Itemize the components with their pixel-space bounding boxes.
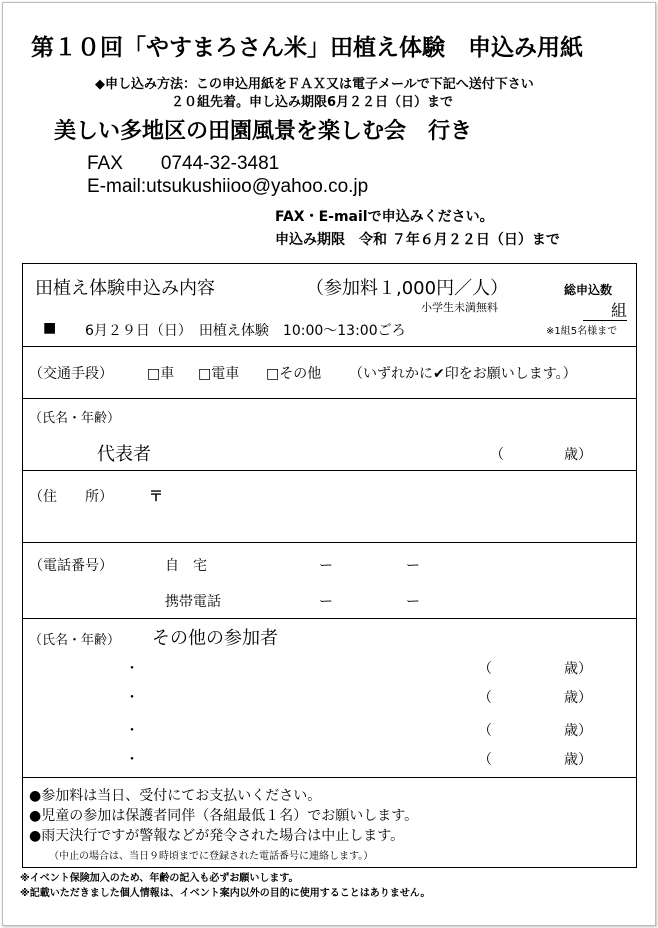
representative-age-close: 歳） xyxy=(564,447,592,463)
address-input-area[interactable] xyxy=(173,480,623,530)
participation-fee: （参加料１,000円／人） xyxy=(306,278,509,299)
representative-age-open: （ xyxy=(490,447,504,463)
row-divider xyxy=(23,777,636,778)
row-divider xyxy=(23,398,636,399)
email-line: E-mail:utsukushiioo@yahoo.co.jp xyxy=(87,176,369,197)
home-phone-dash: ー xyxy=(406,558,420,574)
participant-age-open: （ xyxy=(478,723,492,739)
fax-email-note: FAX・E-mailで申込みください。 xyxy=(275,209,494,225)
schedule-bullet: ■ xyxy=(43,320,57,336)
form-title: 第１０回「やすまろさん米」田植え体験 申込み用紙 xyxy=(31,35,583,61)
name-age-label: （氏名・年齢） xyxy=(29,411,121,426)
participant-age-open: （ xyxy=(478,661,492,677)
note-payment: ●参加料は当日、受付にてお支払いください。 xyxy=(29,788,322,804)
transport-instruction: （いずれかに✔印をお願いします。） xyxy=(349,366,577,382)
footnote-privacy: ※記載いただきました個人情報は、イベント案内以外の目的に使用することはありません。 xyxy=(20,888,431,899)
note-weather: ●雨天決行ですが警報などが発令された場合は中止します。 xyxy=(29,828,405,844)
deadline-note: 申込み期限 令和 ７年６月２２日（日）まで xyxy=(275,232,560,248)
fee-free-note: 小学生未満無料 xyxy=(421,301,498,314)
representative-label: 代表者 xyxy=(97,444,151,465)
postal-mark: 〒 xyxy=(149,489,163,505)
application-method: ◆申し込み方法：この申込用紙をＦＡＸ又は電子メールで下記へ送付下さい xyxy=(95,77,534,92)
address-label: （住 所） xyxy=(29,489,113,505)
home-phone-dash: ー xyxy=(319,558,333,574)
participant-row-bullet: ・ xyxy=(125,723,139,739)
row-divider xyxy=(23,618,636,619)
fax-number: FAX 0744-32-3481 xyxy=(87,153,280,174)
participant-age-close: 歳） xyxy=(564,752,592,768)
total-applications-label: 総申込数 xyxy=(564,283,613,297)
transport-label: （交通手段） xyxy=(29,366,113,382)
participant-row-bullet: ・ xyxy=(125,661,139,677)
phone-label: （電話番号） xyxy=(29,558,113,574)
participant-age-close: 歳） xyxy=(564,723,592,739)
transport-option-car[interactable]: □車 xyxy=(147,366,175,382)
form-header-title: 田植え体験申込み内容 xyxy=(35,278,215,299)
transport-option-train[interactable]: □電車 xyxy=(198,366,240,382)
group-limit-note: ※1組5名様まで xyxy=(546,326,618,337)
others-name-age-label: （氏名・年齢） xyxy=(29,633,121,648)
mobile-phone-dash: ー xyxy=(319,594,333,610)
participant-age-open: （ xyxy=(478,690,492,706)
email-label: E-mail xyxy=(87,176,141,197)
application-form-page xyxy=(2,2,656,926)
participant-row-bullet: ・ xyxy=(125,690,139,706)
email-address[interactable]: utsukushiioo@yahoo.co.jp xyxy=(146,176,369,197)
home-phone-label: 自 宅 xyxy=(165,558,207,574)
mobile-phone-label: 携帯電話 xyxy=(165,594,221,610)
destination-organization: 美しい多地区の田園風景を楽しむ会 行き xyxy=(54,119,473,144)
note-guardian: ●児童の参加は保護者同伴（各組最低１名）でお願いします。 xyxy=(29,808,419,824)
footnote-insurance: ※イベント保険加入のため、年齢の記入も必ずお願いします。 xyxy=(20,873,299,884)
note-cancellation-contact: （中止の場合は、当日９時頃までに登録された電話番号に連絡します。） xyxy=(49,851,374,862)
application-limit: ２０組先着。申し込み期限6月２２日（日）まで xyxy=(171,95,454,110)
mobile-phone-dash: ー xyxy=(406,594,420,610)
participant-age-close: 歳） xyxy=(564,690,592,706)
section-divider xyxy=(23,346,636,347)
event-schedule: 6月２９日（日） 田植え体験 10:00〜13:00ごろ xyxy=(85,323,406,339)
total-applications-unit[interactable]: 組 xyxy=(583,302,627,321)
participant-age-close: 歳） xyxy=(564,661,592,677)
transport-option-other[interactable]: □その他 xyxy=(266,366,322,382)
row-divider xyxy=(23,470,636,471)
application-form-table xyxy=(22,263,637,868)
participant-row-bullet: ・ xyxy=(125,752,139,768)
row-divider xyxy=(23,542,636,543)
participant-age-open: （ xyxy=(478,752,492,768)
other-participants-title: その他の参加者 xyxy=(152,628,278,649)
